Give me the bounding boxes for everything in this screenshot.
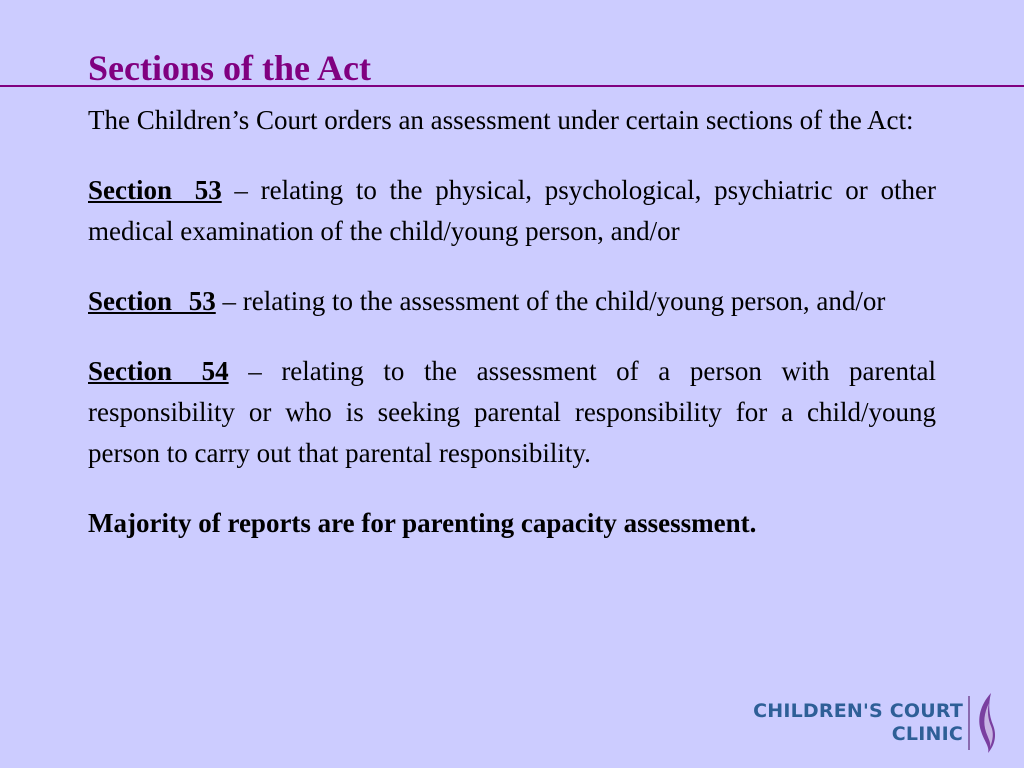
section-paragraph-1	[88, 170, 936, 252]
logo-text	[753, 700, 963, 746]
section-label: Section 53	[88, 175, 222, 205]
slide-title: Sections of the Act	[88, 48, 371, 88]
slide-body	[88, 100, 936, 544]
logo-line-1: CHILDREN'S COURT	[753, 700, 963, 722]
section-label: Section 53	[88, 286, 216, 316]
flame-emblem-icon	[976, 691, 998, 755]
section-description: – relating to the physical, psychological, psychiatric or other medical examination of the child/young person, and/or	[88, 175, 936, 246]
logo-line-2: CLINIC	[891, 723, 963, 745]
section-description: – relating to the assessment of a person with parental responsibility or who is seeking parental responsibility for a child/young person to carry out that parental responsibility.	[88, 356, 936, 468]
section-description: – relating to the assessment of the child/young person, and/or	[215, 286, 886, 316]
section-paragraph-3	[88, 351, 936, 474]
childrens-court-clinic-logo	[753, 690, 998, 756]
logo-divider	[968, 696, 970, 750]
section-label: Section 54	[88, 356, 229, 386]
intro-paragraph: The Children’s Court orders an assessment under certain sections of the Act:	[88, 105, 914, 135]
section-paragraph-2	[88, 281, 936, 322]
title-divider	[0, 85, 1024, 87]
closing-statement: Majority of reports are for parenting capacity assessment.	[88, 508, 757, 538]
